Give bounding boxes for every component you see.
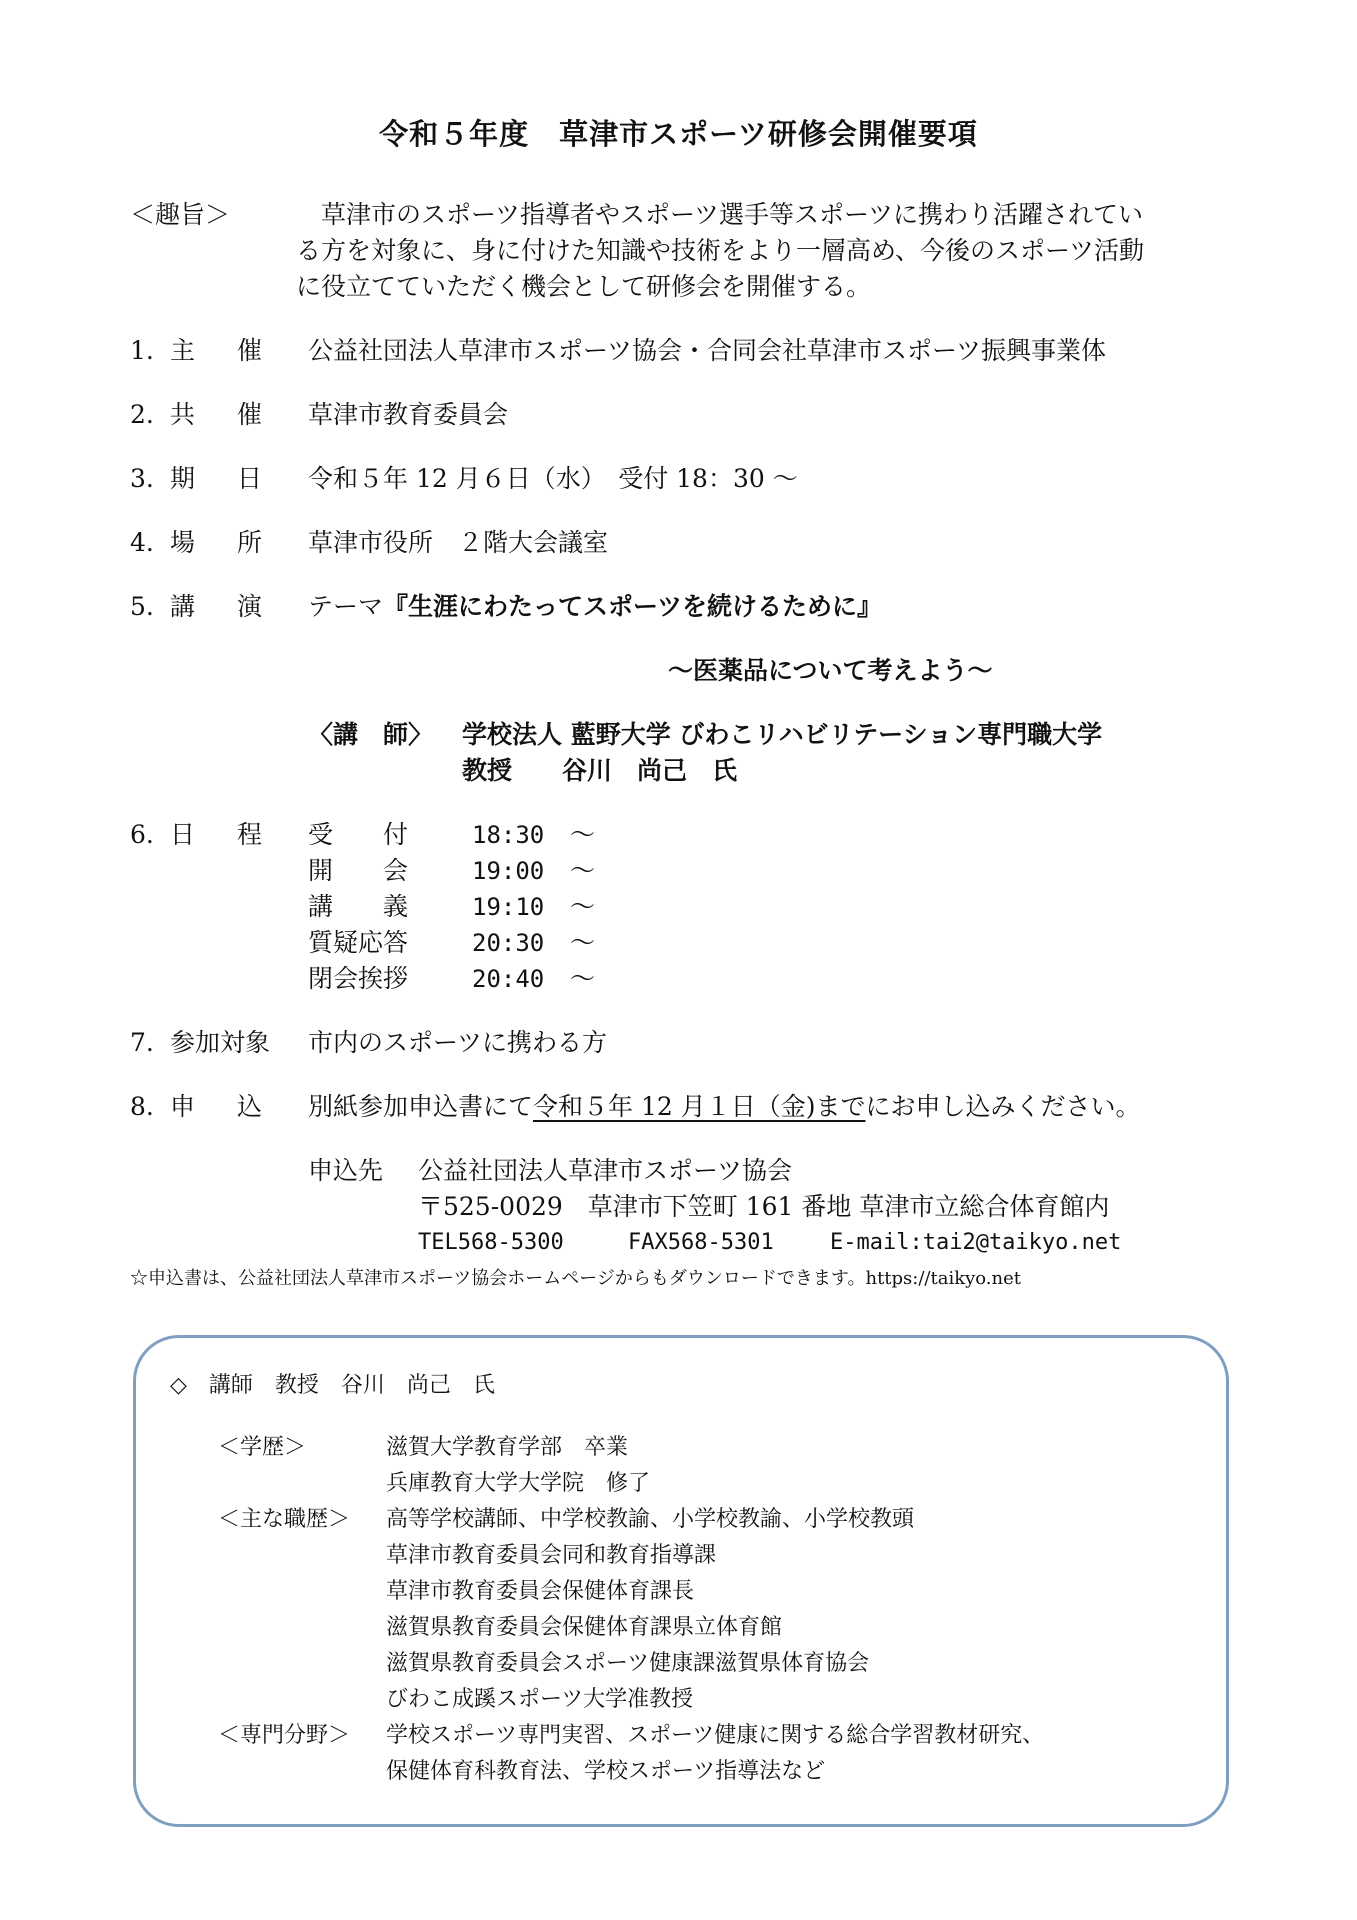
schedule-row-label: 受 付 bbox=[308, 820, 409, 849]
education-label: ＜学歴＞ bbox=[218, 1435, 307, 1460]
host-label: 主 催 bbox=[170, 336, 262, 365]
schedule-row-tilde: ～ bbox=[570, 856, 596, 885]
schedule-label: 日 程 bbox=[170, 820, 262, 849]
cohost-value: 草津市教育委員会 bbox=[308, 400, 509, 429]
apply-number: 8. bbox=[130, 1092, 154, 1121]
schedule-row-tilde: ～ bbox=[570, 964, 596, 993]
date-value: 令和５年 12 月６日（水） 受付 18：30 ～ bbox=[308, 464, 798, 493]
date-label: 期 日 bbox=[170, 464, 262, 493]
target-number: 7. bbox=[130, 1028, 154, 1057]
lecture-theme bbox=[308, 589, 882, 625]
target-label: 参加対象 bbox=[170, 1028, 271, 1057]
profile-heading: ◇ 講師 教授 谷川 尚己 氏 bbox=[170, 1373, 495, 1398]
schedule-row-time: 19:10 bbox=[472, 893, 545, 921]
schedule-row-label: 閉会挨拶 bbox=[308, 964, 409, 993]
apply-instruction: 別紙参加申込書にて令和５年 12 月１日（金)までにお申し込みください。 bbox=[308, 1092, 1141, 1121]
career-item: 滋賀県教育委員会スポーツ健康課滋賀県体育協会 bbox=[386, 1651, 870, 1676]
schedule-row-label: 質疑応答 bbox=[308, 928, 409, 957]
schedule-row-tilde: ～ bbox=[570, 820, 596, 849]
career-item: 草津市教育委員会同和教育指導課 bbox=[386, 1543, 717, 1568]
download-note: ☆申込書は、公益社団法人草津市スポーツ協会ホームページからもダウンロードできます。https://taikyo.net bbox=[130, 1268, 1022, 1289]
lecture-label: 講 演 bbox=[170, 592, 262, 621]
education-item: 滋賀大学教育学部 卒業 bbox=[386, 1435, 629, 1460]
career-item: 草津市教育委員会保健体育課長 bbox=[386, 1579, 695, 1604]
schedule-row-tilde: ～ bbox=[570, 928, 596, 957]
schedule-row-time: 18:30 bbox=[472, 821, 545, 849]
place-number: 4. bbox=[130, 528, 154, 557]
apply-address: 〒525-0029 草津市下笠町 161 番地 草津市立総合体育館内 bbox=[418, 1192, 1110, 1221]
lecturer-organization: 学校法人 藍野大学 びわこリハビリテーション専門職大学 bbox=[462, 720, 1103, 749]
page-title: 令和５年度 草津市スポーツ研修会開催要項 bbox=[379, 117, 978, 151]
cohost-label: 共 催 bbox=[170, 400, 262, 429]
lecturer-name: 教授 谷川 尚己 氏 bbox=[462, 756, 738, 785]
schedule-row-tilde: ～ bbox=[570, 892, 596, 921]
schedule-number: 6. bbox=[130, 820, 154, 849]
apply-destination-org: 公益社団法人草津市スポーツ協会 bbox=[418, 1156, 793, 1185]
host-value: 公益社団法人草津市スポーツ協会・合同会社草津市スポーツ振興事業体 bbox=[308, 336, 1107, 365]
career-label: ＜主な職歴＞ bbox=[218, 1507, 351, 1532]
cohost-number: 2. bbox=[130, 400, 154, 429]
apply-tel: TEL568-5300 bbox=[418, 1230, 564, 1255]
schedule-row-time: 19:00 bbox=[472, 857, 545, 885]
field-item: 学校スポーツ専門実習、スポーツ健康に関する総合学習教材研究、 bbox=[386, 1723, 1045, 1748]
lecture-theme-title: 『生涯にわたってスポーツを続けるために』 bbox=[383, 592, 883, 621]
schedule-row-label: 開 会 bbox=[308, 856, 409, 885]
place-value: 草津市役所 ２階大会議室 bbox=[308, 528, 609, 557]
lecture-number: 5. bbox=[130, 592, 154, 621]
purpose-line-3: に役立てていただく機会として研修会を開催する。 bbox=[296, 272, 872, 301]
purpose-line-1: 草津市のスポーツ指導者やスポーツ選手等スポーツに携わり活躍されてい bbox=[296, 200, 1144, 229]
career-item: びわこ成蹊スポーツ大学准教授 bbox=[386, 1687, 694, 1712]
place-label: 場 所 bbox=[170, 528, 262, 557]
apply-deadline: 令和５年 12 月１日（金)まで bbox=[533, 1092, 866, 1121]
host-number: 1. bbox=[130, 336, 154, 365]
apply-label: 申 込 bbox=[170, 1092, 262, 1121]
education-item: 兵庫教育大学大学院 修了 bbox=[386, 1471, 651, 1496]
lecture-theme-prefix: テーマ bbox=[308, 592, 384, 621]
field-label: ＜専門分野＞ bbox=[218, 1723, 351, 1748]
date-number: 3. bbox=[130, 464, 154, 493]
apply-destination-label: 申込先 bbox=[308, 1156, 384, 1185]
apply-email[interactable]: E-mail:tai2@taikyo.net bbox=[830, 1230, 1122, 1255]
apply-fax: FAX568-5301 bbox=[628, 1230, 774, 1255]
target-value: 市内のスポーツに携わる方 bbox=[308, 1028, 608, 1057]
schedule-row-label: 講 義 bbox=[308, 892, 409, 921]
career-item: 滋賀県教育委員会保健体育課県立体育館 bbox=[386, 1615, 783, 1640]
field-item: 保健体育科教育法、学校スポーツ指導法など bbox=[386, 1759, 826, 1784]
purpose-label: ＜趣旨＞ bbox=[130, 200, 231, 229]
lecturer-label: 〈講 師〉 bbox=[308, 720, 434, 749]
career-item: 高等学校講師、中学校教諭、小学校教諭、小学校教頭 bbox=[386, 1507, 915, 1532]
schedule-row-time: 20:40 bbox=[472, 965, 545, 993]
schedule-row-time: 20:30 bbox=[472, 929, 545, 957]
lecture-subtitle: ～医薬品について考えよう～ bbox=[668, 656, 993, 685]
purpose-line-2: る方を対象に、身に付けた知識や技術をより一層高め、今後のスポーツ活動 bbox=[296, 236, 1145, 265]
